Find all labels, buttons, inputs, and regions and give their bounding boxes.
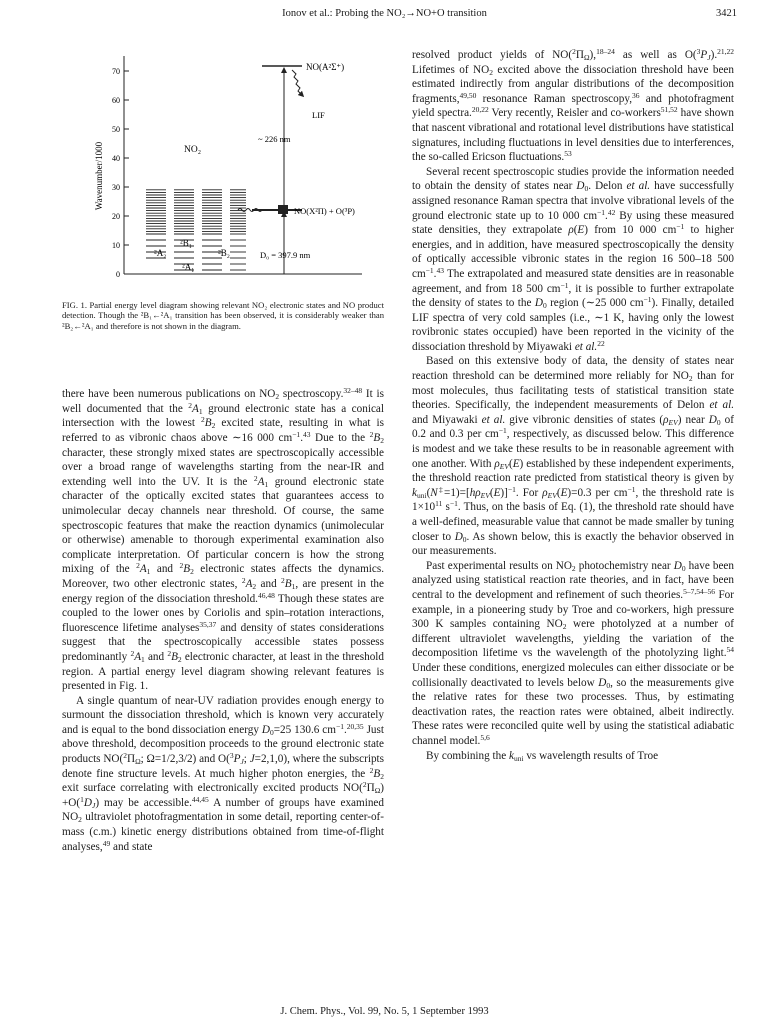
y-tick-label: 50 bbox=[112, 125, 120, 134]
label-2b2: ²B₂ bbox=[218, 248, 230, 258]
label-2a1: ²A₁ bbox=[182, 262, 195, 272]
running-footer: J. Chem. Phys., Vol. 99, No. 5, 1 September 1993 bbox=[280, 1006, 489, 1017]
label-no2: NO₂ bbox=[184, 145, 202, 155]
label-2b1: ²B₁ bbox=[180, 238, 192, 248]
label-no-ground: NO(X²Π) + O(³P) bbox=[294, 206, 355, 216]
label-no-upper: NO(A²Σ⁺) bbox=[306, 62, 345, 72]
left-column: Wavenumber/1000 0 10 20 30 40 50 60 70 ²A₁ NO₂ ²A₂ ²B₁ ²B₂ NO(A²Σ⁺) ~ 226 nm LIF NO(X²Π) + O(³P) D₀ = 397.9 nm FIG. 1. Partial energy level diagram showing relevant NO₂ electronic states and NO product detection. Though the ²B₁←²A₁ transition has been observed, it is considerably weaker than ²B₂←²A₁ and therefore is not shown in the diagram. there have been numerous publications on $NO_2$ spectroscopy.$^{32-48}$ It is well documented that the $^2A_1$ ground electronic state has a conical intersection with the lowest $^2B_2$ excited state, resulting in what is referred to as vibronic chaos above ∼16 000 $cm^{-1}.^{43}$ Due to the $^2B_2$ character, these strongly mixed states are spectroscopically accessible over a broad range of wavelengths starting from the near-IR and extending well into the UV. It is the $^2A_1$ ground electronic state character of the optically excited states that guarantees access to unimolecular decay channels near threshold. Of course, the same spectroscopic features that make the reaction dynamics (unimolecular or otherwise) amenable to thorough experimental examination also complicate interpretation. Of particular concern is how the strong mixing of the $^2A_1$ and $^2B_2$ electronic states affects the dynamics. Moreover, two other electronic states, $^2A_2$ and $^2B_1$, are present in the energy region of the dissociation threshold.$^{46,48}$ Though these states are coupled to the lower ones by Coriolis and spin–rotation interactions, fluorescence lifetime analyses$^{35,37}$ and density of states considerations suggest that the spectroscopically accessible states possess predominantly $^2A_1$ and $^2B_2$ electronic character, at least in the threshold region. A partial energy level diagram showing relevant features is presented in Fig. 1. A single quantum of near-UV radiation provides enough energy to surmount the dissociation threshold, which is known very accurately and is equal to the bond dissociation energy $D_0=25$ 130.6 $cm^{-1}.^{20,35}$ Just above threshold, decomposition proceeds to the ground electronic state products $NO(^2\Pi_\Omega$; Ω=1/2,3/2) and $O(^3P_J$; J=2,1,0), where the subscripts denote fine structure levels. At much higher photon energies, the $^2B_2$ exit surface correlating with electronically excited products $NO(^2\Pi_\Omega) +O(^1D_J)$ may be accessible.$^{44,45}$ A number of groups have examined $NO_2$ ultraviolet photofragmentation in some detail, reporting center-of-mass (c.m.) kinetic energy distributions obtained from time-of-flight analyses,$^{49}$ and state bbox=[62, 48, 384, 854]
energy-level-figure bbox=[62, 48, 384, 286]
label-d0: D₀ = 397.9 nm bbox=[260, 250, 311, 260]
right-column: resolved product yields of $NO(^2\Pi_\Omega),^{18-24}$ as well as $O(^3P_J).^{21,22}$ Lifetimes of $NO_2$ excited above the dissociation threshold have been estimated indirectly from angular distributions of the decomposition fragments,$^{49,50}$ resonance Raman spectroscopy,$^{36}$ and photofragment yield spectra.$^{20,22}$ Very recently, Reisler and co-workers$^{51,52}$ have shown that nascent vibrational and rotational level distributions have statistical signatures, including fluctuations in level densities due to interferences, the so-called Ericson fluctuations.$^{53}$ Several recent spectroscopic studies provide the information needed to obtain the density of states near $D_0$. Delon et al. have successfully assigned resonance Raman spectra that involve vibrational levels of the ground electronic state up to 10 000 $cm^{-1}.^{42}$ By using these measured state densities, they extrapolate ρ(E) from 10 000 $cm^{-1}$ to higher energies, and in addition, have measured spectroscopically the density of optically accessible vibronic states in the region 16 500–18 500 $cm^{-1}.^{43}$ The extrapolated and measured state densities are in reasonable agreement, and from 18 500 $cm^{-1}$, it is possible to further extrapolate the density of states to the $D_0$ region (∼25 000 $cm^{-1}$). Finally, detailed LIF spectra of very cold samples (i.e., ∼1 K, having only the lowest rovibronic states occupied) have been reported in the vicinity of the dissociation threshold by Miyawaki et al.$^{22}$ Based on this extensive body of data, the density of states near reaction threshold can be determined more reliably for $NO_2$ than for most molecules, thus facilitating tests of statistical transition state theories. Specifically, the independent measurements of Delon et al. and Miyawaki et al. give vibronic densities of states $(\rho_{EV})$ near $D_0$ of 0.2 and 0.3 per $cm^{-1}$, respectively, as discussed below. This difference is modest and we take these results to be in reasonable agreement with one another. With $\rho_{EV}(E)$ established by these independent experiments, the threshold reaction rate predicted from statistical theory is given by $k_{uni}(N^\ddagger=1)=[h\rho_{EV}(E)]^{-1}$. For $\rho_{EV}(E)=0.3$ per $cm^{-1}$, the threshold rate is $1\times 10^{11}$ $s^{-1}$. Thus, on the basis of Eq. (1), the threshold rate should have a well-defined, measurable value that cannot be made smaller by tuning closer to $D_0$. As shown below, this is exactly the behavior observed in our measurements. Past experimental results on $NO_2$ photochemistry near $D_0$ have been analyzed using statistical reaction rate theories, and in fact, have been central to the development and refinement of such theories.$^{5-7,54-56}$ For example, in a pioneering study by Troe and co-workers, high pressure 300 K samples containing $NO_2$ were photolyzed at a number of different ultraviolet wavelengths, yielding the variation of the decomposition lifetime vs the wavelength of the photolyzing light.$^{54}$ Under these conditions, energized molecules can either dissociate or be collisionally deactivated to levels below $D_0$, so the measurements give the relative rates for these two processes. Thus, by estimating deactivation rates, the reaction rates were obtained, albeit indirectly. These rates were reconciled quite well by using the statistical adiabatic channel model.$^{5,6}$ By combining the $k_{uni}$ vs wavelength results of Troe bbox=[412, 47, 735, 763]
page-number: 3421 bbox=[716, 8, 737, 19]
y-tick-label: 20 bbox=[112, 212, 120, 221]
label-lif: LIF bbox=[312, 110, 325, 120]
y-tick-label: 40 bbox=[112, 154, 120, 163]
y-tick-label: 30 bbox=[112, 183, 120, 192]
y-tick-label: 60 bbox=[112, 96, 120, 105]
y-tick-label: 10 bbox=[112, 241, 120, 250]
label-2a2: ²A₂ bbox=[154, 248, 167, 258]
energy-level-diagram bbox=[62, 48, 384, 286]
figure-caption bbox=[62, 300, 384, 331]
y-axis-label: Wavenumber/1000 bbox=[94, 141, 104, 211]
label-226nm: ~ 226 nm bbox=[258, 134, 291, 144]
y-tick-label: 0 bbox=[116, 270, 120, 279]
y-tick-label: 70 bbox=[112, 67, 120, 76]
running-title: Ionov et al.: Probing the NO₂→NO+O transition bbox=[282, 8, 487, 19]
running-header bbox=[0, 8, 769, 24]
caption-text: FIG. 1. Partial energy level diagram showing relevant NO₂ electronic states and NO product detection. Though the ²B₁←²A₁ transition has been observed, it is considerably weaker than ²B₂←²A₁ and therefore is not shown in the diagram. bbox=[62, 300, 384, 331]
